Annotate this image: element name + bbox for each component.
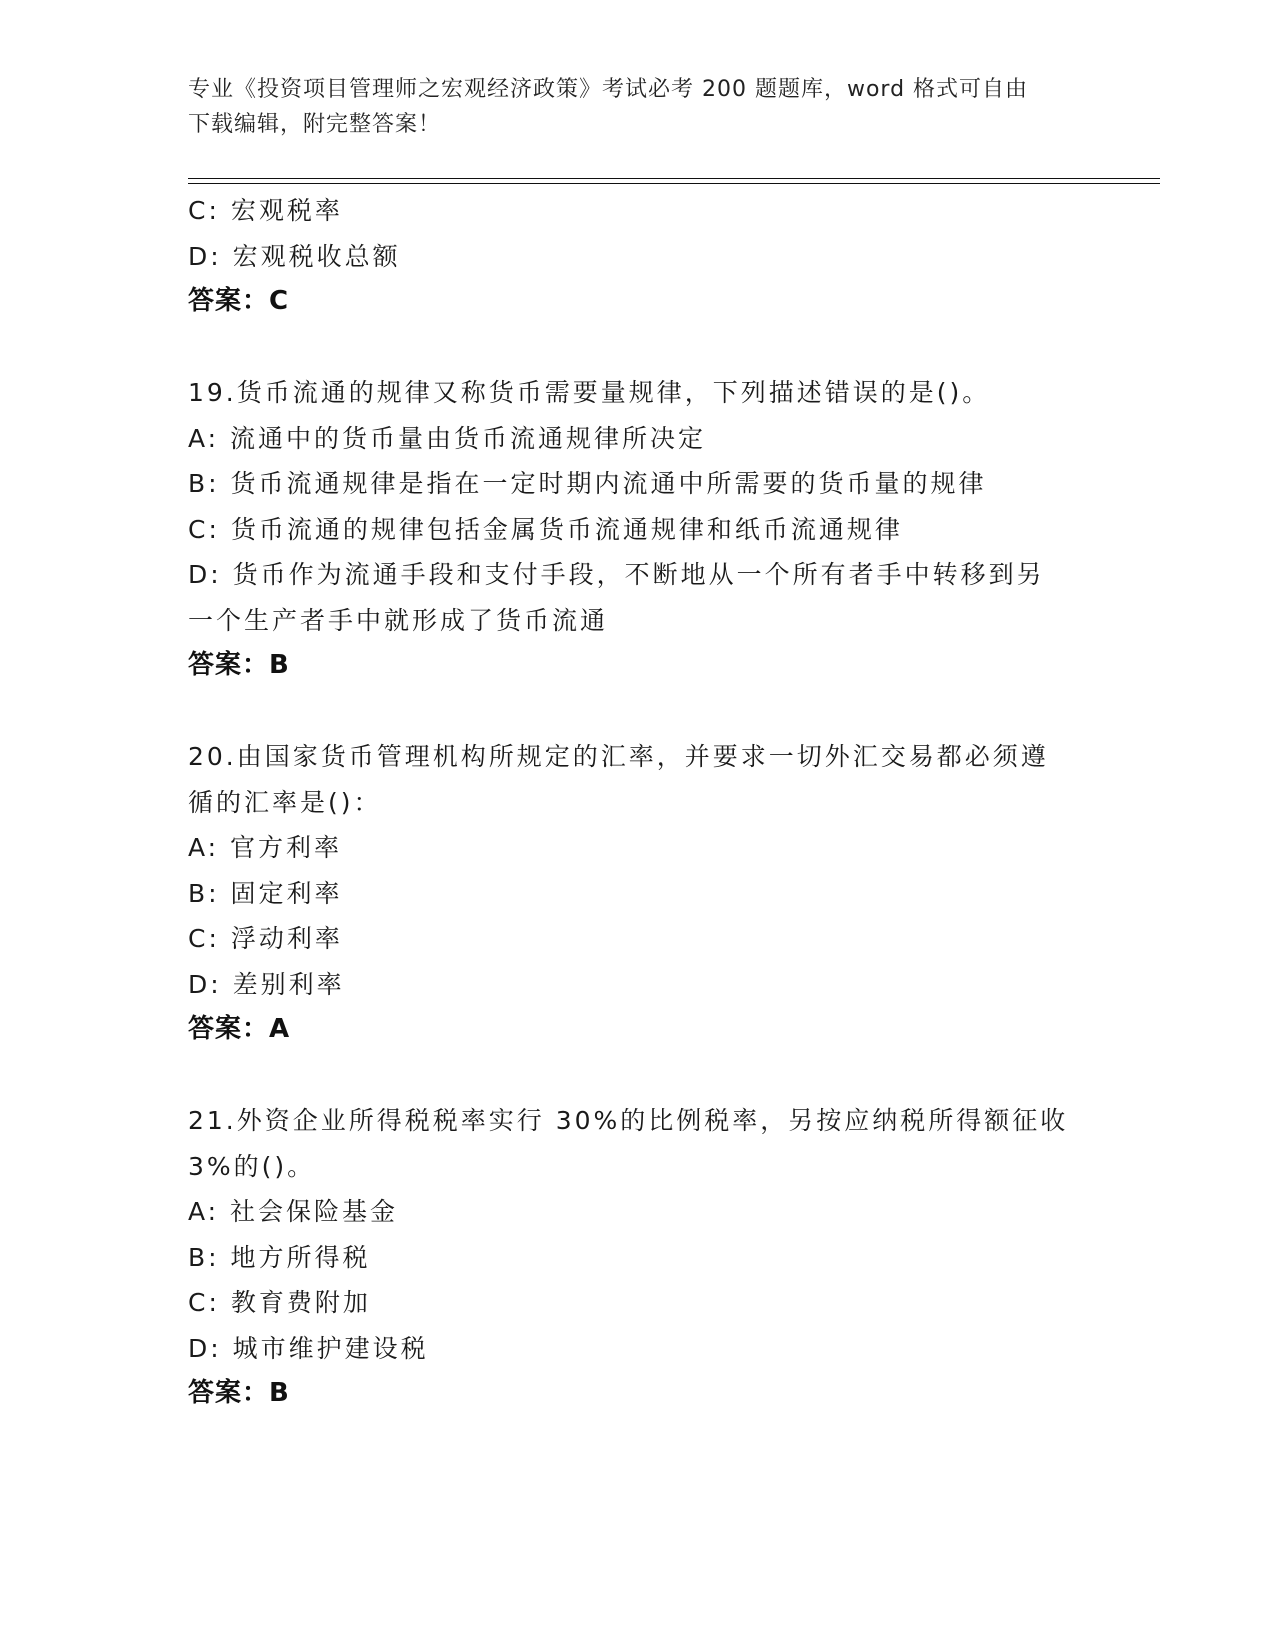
header-divider-bottom [188,183,1160,184]
answer-label: 答案：A [188,1014,291,1044]
spacer [188,325,1088,371]
option-d: D: 宏观税收总额 [188,241,401,271]
option-d-continued: 一个生产者手中就形成了货币流通 [188,605,609,635]
question-block-21 [188,1098,1088,1417]
option-a: A: 社会保险基金 [188,1197,399,1226]
question-stem-continued: 循的汇率是()： [188,787,382,817]
option-b: B: 地方所得税 [188,1242,371,1272]
option-b: B: 货币流通规律是指在一定时期内流通中所需要的货币量的规律 [188,469,987,498]
option-a: A: 流通中的货币量由货币流通规律所决定 [188,423,707,453]
question-block-19 [188,370,1088,689]
spacer [188,689,1088,735]
option-c: C: 宏观税率 [188,196,343,225]
question-stem: 20.由国家货币管理机构所规定的汇率，并要求一切外汇交易都必须遵 [188,742,1049,771]
question-stem: 19.货币流通的规律又称货币需要量规律，下列描述错误的是()。 [188,378,991,407]
page-header [188,72,1068,142]
answer-label: 答案：C [188,286,290,316]
option-d: D: 城市维护建设税 [188,1333,429,1363]
option-d: D: 差别利率 [188,969,345,999]
answer-label: 答案：B [188,650,290,680]
spacer [188,1053,1088,1099]
option-a: A: 官方利率 [188,833,343,862]
question-block-18-tail [188,188,1088,325]
question-list [188,188,1088,1417]
header-line-2: 下载编辑，附完整答案！ [188,112,442,137]
header-line-1: 专业《投资项目管理师之宏观经济政策》考试必考 200 题题库，word 格式可自由 [188,77,1029,102]
option-c: C: 浮动利率 [188,924,343,953]
question-stem-continued: 3%的()。 [188,1151,316,1181]
question-block-20 [188,734,1088,1053]
header-divider-top [188,178,1160,179]
option-b: B: 固定利率 [188,878,343,908]
option-c: C: 教育费附加 [188,1288,371,1317]
question-stem: 21.外资企业所得税税率实行 30%的比例税率，另按应纳税所得额征收 [188,1106,1069,1135]
answer-label: 答案：B [188,1378,290,1408]
option-c: C: 货币流通的规律包括金属货币流通规律和纸币流通规律 [188,514,903,544]
option-d: D: 货币作为流通手段和支付手段，不断地从一个所有者手中转移到另 [188,560,1045,589]
